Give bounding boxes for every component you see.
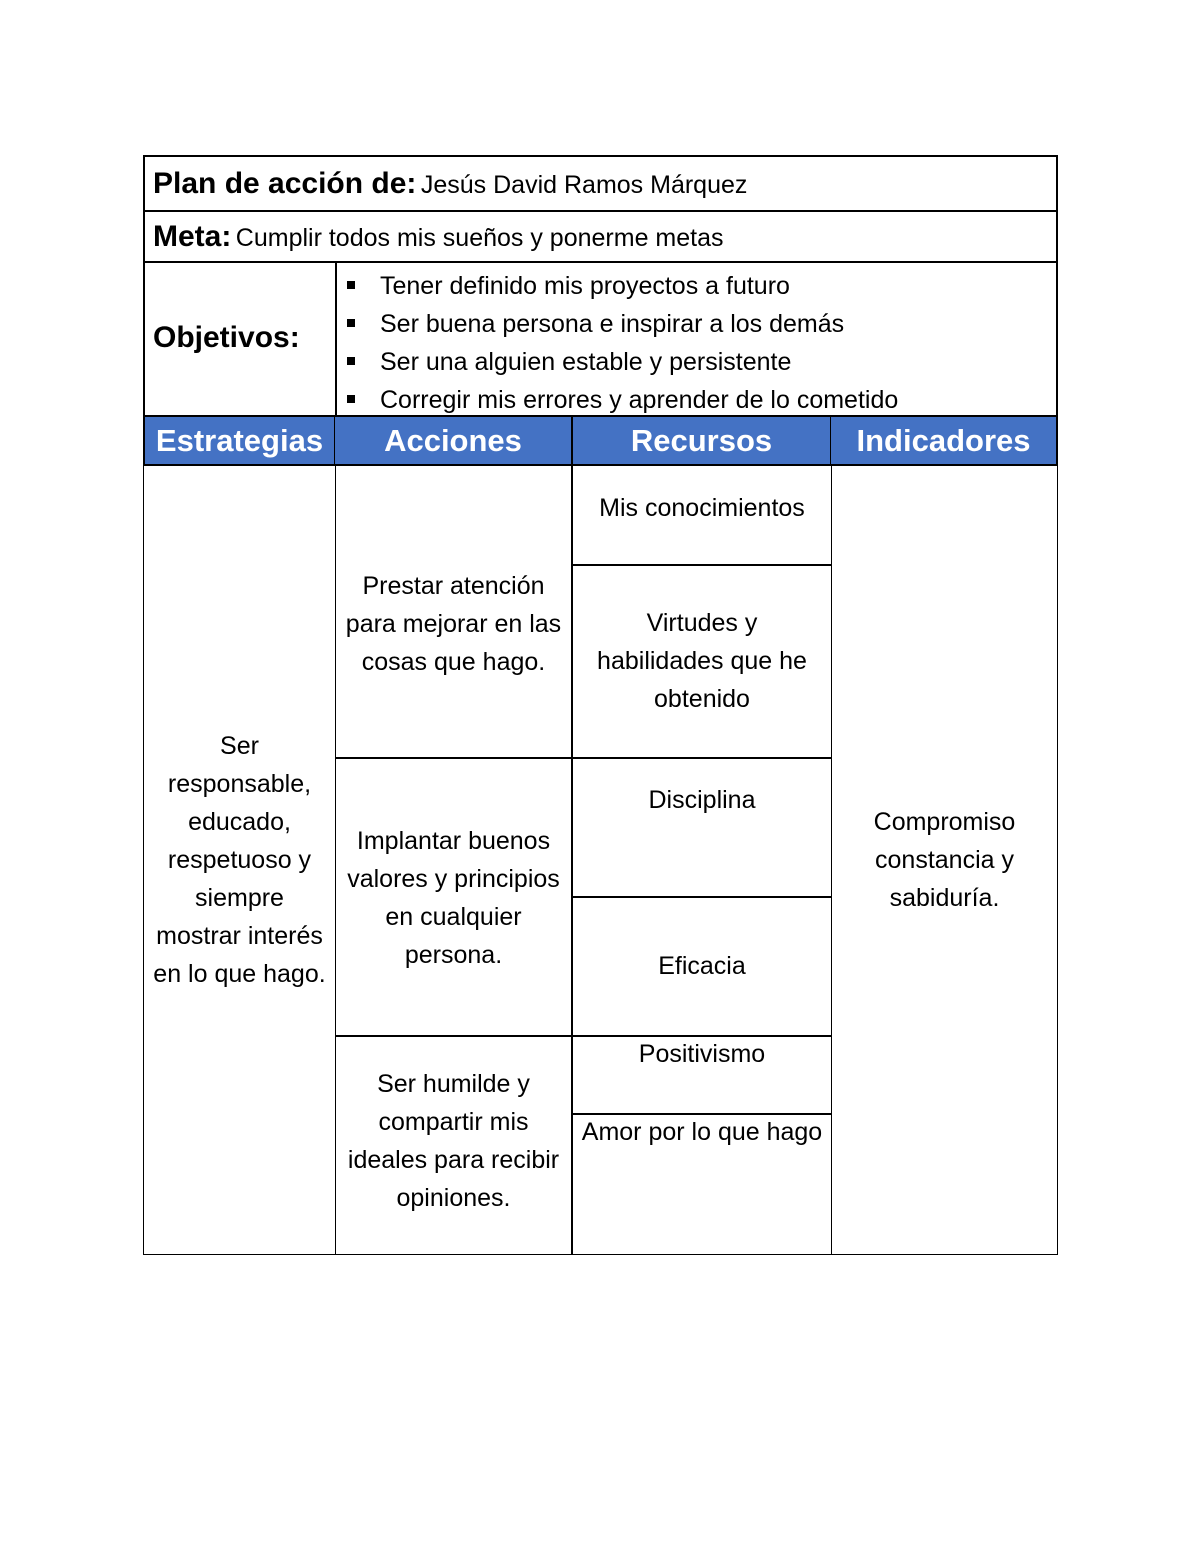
recurso-text: Amor por lo que hago	[581, 1118, 823, 1146]
recurso-text: Eficacia	[658, 951, 746, 980]
meta-row	[143, 210, 1058, 263]
plan-row	[143, 155, 1058, 212]
recurso-cell-6	[573, 1113, 831, 1255]
objetivos-list	[380, 267, 898, 419]
estrategia-cell	[143, 465, 335, 1255]
objetivo-item: Ser una alguien estable y persistente	[380, 343, 898, 381]
indicador-text: Compromiso constancia y sabiduría.	[873, 807, 1016, 912]
accion-cell-1	[335, 465, 573, 759]
accion-text: Implantar buenos valores y principios en cualquier persona.	[347, 827, 560, 969]
recurso-text: Disciplina	[648, 786, 756, 814]
objetivo-item: Ser buena persona e inspirar a los demás	[380, 305, 898, 343]
plan-name: Jesús David Ramos Márquez	[420, 171, 748, 199]
plan-line	[153, 167, 747, 201]
objetivos-row	[143, 261, 1058, 417]
indicador-cell	[831, 465, 1058, 1255]
estrategia-text: Ser responsable, educado, respetuoso y siempre mostrar interés en lo que hago.	[153, 731, 326, 988]
recurso-cell-2	[573, 565, 831, 759]
meta-text: Cumplir todos mis sueños y ponerme metas	[235, 224, 724, 252]
objetivos-label-cell	[145, 263, 337, 415]
header-recursos: Recursos	[573, 415, 831, 466]
plan-label: Plan de acción de:	[153, 167, 417, 200]
meta-label: Meta:	[153, 220, 232, 253]
header-estrategias: Estrategias	[143, 415, 335, 466]
header-indicadores: Indicadores	[831, 415, 1058, 466]
recurso-cell-3	[573, 757, 831, 898]
header-acciones: Acciones	[335, 415, 573, 466]
recurso-text: Positivismo	[638, 1040, 766, 1068]
accion-cell-3	[335, 1035, 573, 1255]
objetivo-item: Tener definido mis proyectos a futuro	[380, 267, 898, 305]
recurso-text: Virtudes y habilidades que he obtenido	[597, 609, 807, 713]
accion-text: Ser humilde y compartir mis ideales para recibir opiniones.	[347, 1069, 560, 1212]
recurso-text: Mis conocimientos	[599, 494, 805, 522]
recurso-cell-1	[573, 465, 831, 566]
objetivo-item: Corregir mis errores y aprender de lo cometido	[380, 381, 898, 419]
objetivos-label: Objetivos:	[153, 321, 300, 354]
recurso-cell-5	[573, 1035, 831, 1115]
accion-cell-2	[335, 757, 573, 1037]
meta-line	[153, 220, 724, 254]
accion-text: Prestar atención para mejorar en las cosas que hago.	[345, 572, 562, 676]
recurso-cell-4	[573, 896, 831, 1037]
